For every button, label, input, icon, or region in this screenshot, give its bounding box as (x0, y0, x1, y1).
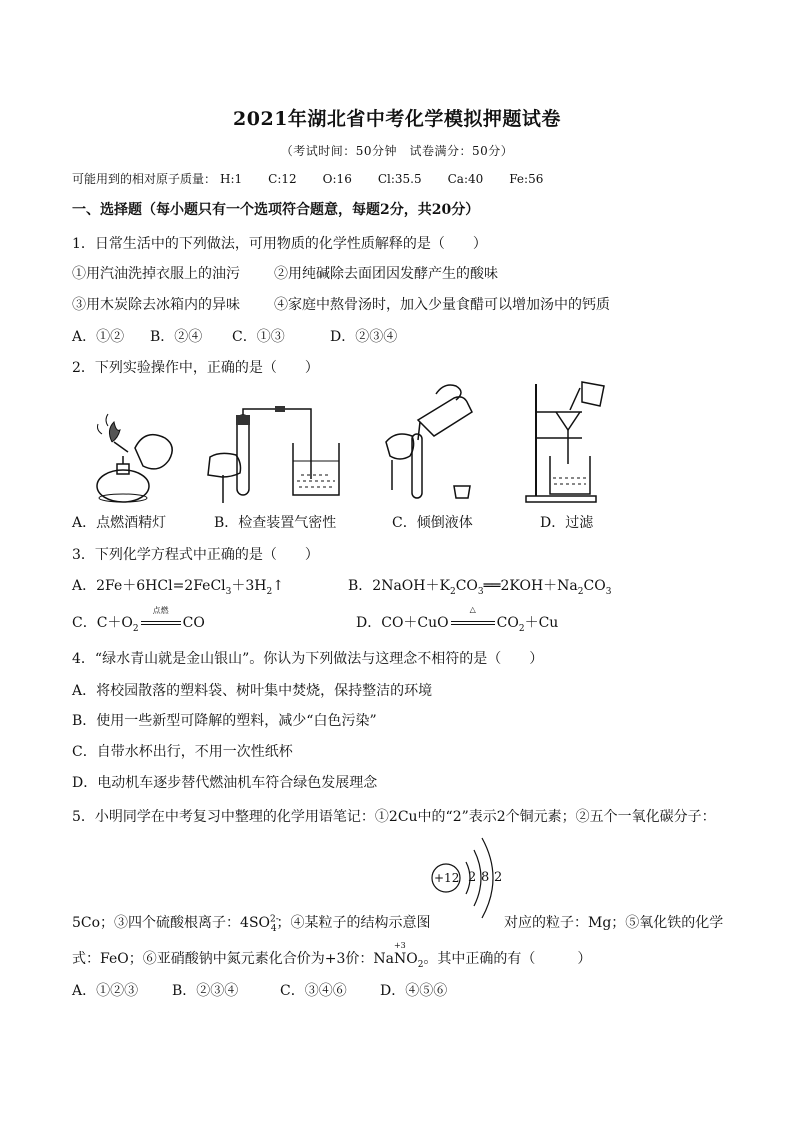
q3-option-c: C．$C+O_2$ 点燃 CO (72, 606, 205, 634)
q5-option-b: B．②③④ (172, 983, 239, 999)
q5-line-2-part-a: 5Co；③四个硫酸根离子：4SO (72, 915, 271, 931)
atomic-masses-label: 可能用到的相对原子质量： (72, 172, 217, 186)
q4-option-a: A．将校园散落的塑料袋、树叶集中焚烧，保持整洁的环境 (72, 683, 433, 699)
q1-option-b: B．②④ (150, 329, 203, 345)
airtightness-figure (205, 405, 345, 505)
q3-option-d: D．CO＋CuO △ $CO_2+Cu$ (356, 605, 559, 634)
q4-option-b: B．使用一些新型可降解的塑料，减少“白色污染” (72, 713, 377, 729)
q1-statement-1: ①用汽油洗掉衣服上的油污 (72, 266, 240, 282)
q5-line-2-end: 对应的粒子：Mg；⑤氧化铁的化学 (504, 915, 724, 931)
mass-fe: Fe:56 (509, 172, 544, 186)
q1-statement-4: ④家庭中熬骨汤时，加入少量食醋可以增加汤中的钙质 (274, 297, 610, 313)
q5-line-2-part-b: ；④某粒子的结构示意图 (276, 915, 431, 931)
mass-c: C:12 (268, 172, 297, 186)
q3-option-a: A．$2Fe+6HCl=2FeCl_3+3H_2↑$ (72, 578, 284, 597)
q5-line-3-part-c: 。其中正确的有（ ） (423, 951, 592, 967)
q2-label-a: A．点燃酒精灯 (72, 515, 167, 531)
q1-option-c: C．①③ (232, 329, 285, 345)
q5-option-a: A．①②③ (72, 983, 139, 999)
shell-3-electrons: 2 (494, 870, 503, 885)
mass-h: H:1 (220, 172, 243, 186)
q1-statement-2: ②用纯碱除去面团因发酵产生的酸味 (274, 266, 498, 282)
q1-stem: 1．日常生活中的下列做法，可用物质的化学性质解释的是（ ） (72, 236, 487, 252)
q3-stem: 3．下列化学方程式中正确的是（ ） (72, 547, 319, 563)
q5-line-2: 5Co；③四个硫酸根离子：$4SO^{2-}_4$；④某粒子的结构示意图 (72, 914, 431, 934)
condition-ignite: 点燃 (152, 606, 169, 615)
pouring-figure (378, 380, 488, 505)
q5-line-3-oxygen: O (406, 951, 418, 967)
page-title: 2021年湖北省中考化学模拟押题试卷 (233, 108, 561, 130)
q5-line-3-part-a: 式：FeO；⑥亚硝酸钠中氮元素化合价为+3价：Na (72, 951, 394, 967)
q4-option-d: D．电动机车逐步替代燃油机车符合绿色发展理念 (72, 775, 378, 791)
atomic-masses (72, 170, 569, 187)
q1-option-a: A．①② (72, 329, 125, 345)
q4-option-c: C．自带水杯出行，不用一次性纸杯 (72, 744, 293, 760)
nucleus-charge: +12 (434, 871, 460, 885)
shell-2-electrons: 8 (481, 870, 490, 885)
q3-option-c-label: C． (72, 615, 97, 631)
exam-info: （考试时间：50分钟 试卷满分：50分） (280, 144, 514, 158)
q1-statement-3: ③用木炭除去冰箱内的异味 (72, 297, 240, 313)
q2-label-d: D．过滤 (540, 515, 594, 531)
q3-option-d-label: D． (356, 615, 382, 631)
section-heading: 一、选择题（每小题只有一个选项符合题意，每题2分，共20分） (72, 202, 480, 218)
q2-label-c: C．倾倒液体 (392, 515, 473, 531)
condition-heat: △ (469, 605, 476, 614)
q1-option-d: D．②③④ (330, 329, 398, 345)
q5-option-c: C．③④⑥ (280, 983, 347, 999)
q2-label-b: B．检查装置气密性 (214, 515, 337, 531)
atom-structure-diagram (428, 826, 508, 926)
q4-stem: 4．“绿水青山就是金山银山”。你认为下列做法与这理念不相符的是（ ） (72, 651, 544, 667)
q5-line-3: 式：FeO；⑥亚硝酸钠中氮元素化合价为+3价：Na +3 $NO_2$。其中正确的有（ ） (72, 941, 592, 970)
alcohol-lamp-figure (90, 408, 180, 508)
filtration-figure (520, 380, 610, 505)
q2-stem: 2．下列实验操作中，正确的是（ ） (72, 360, 319, 376)
q5-line-1: 5．小明同学在中考复习中整理的化学用语笔记：①2Cu中的“2”表示2个铜元素；②五个一氧化碳分子： (72, 809, 716, 825)
shell-1-electrons: 2 (468, 870, 477, 885)
q5-option-d: D．④⑤⑥ (380, 983, 448, 999)
mass-o: O:16 (322, 172, 352, 186)
mass-cl: Cl:35.5 (377, 172, 422, 186)
mass-ca: Ca:40 (447, 172, 484, 186)
q3-option-a-label: A． (72, 578, 97, 594)
nitrogen-valence: +3 (393, 941, 406, 950)
q3-option-b: B．$2NaOH+K_2CO_3══2KOH+Na_2CO_3$ (348, 578, 612, 597)
q3-option-b-label: B． (348, 578, 373, 594)
